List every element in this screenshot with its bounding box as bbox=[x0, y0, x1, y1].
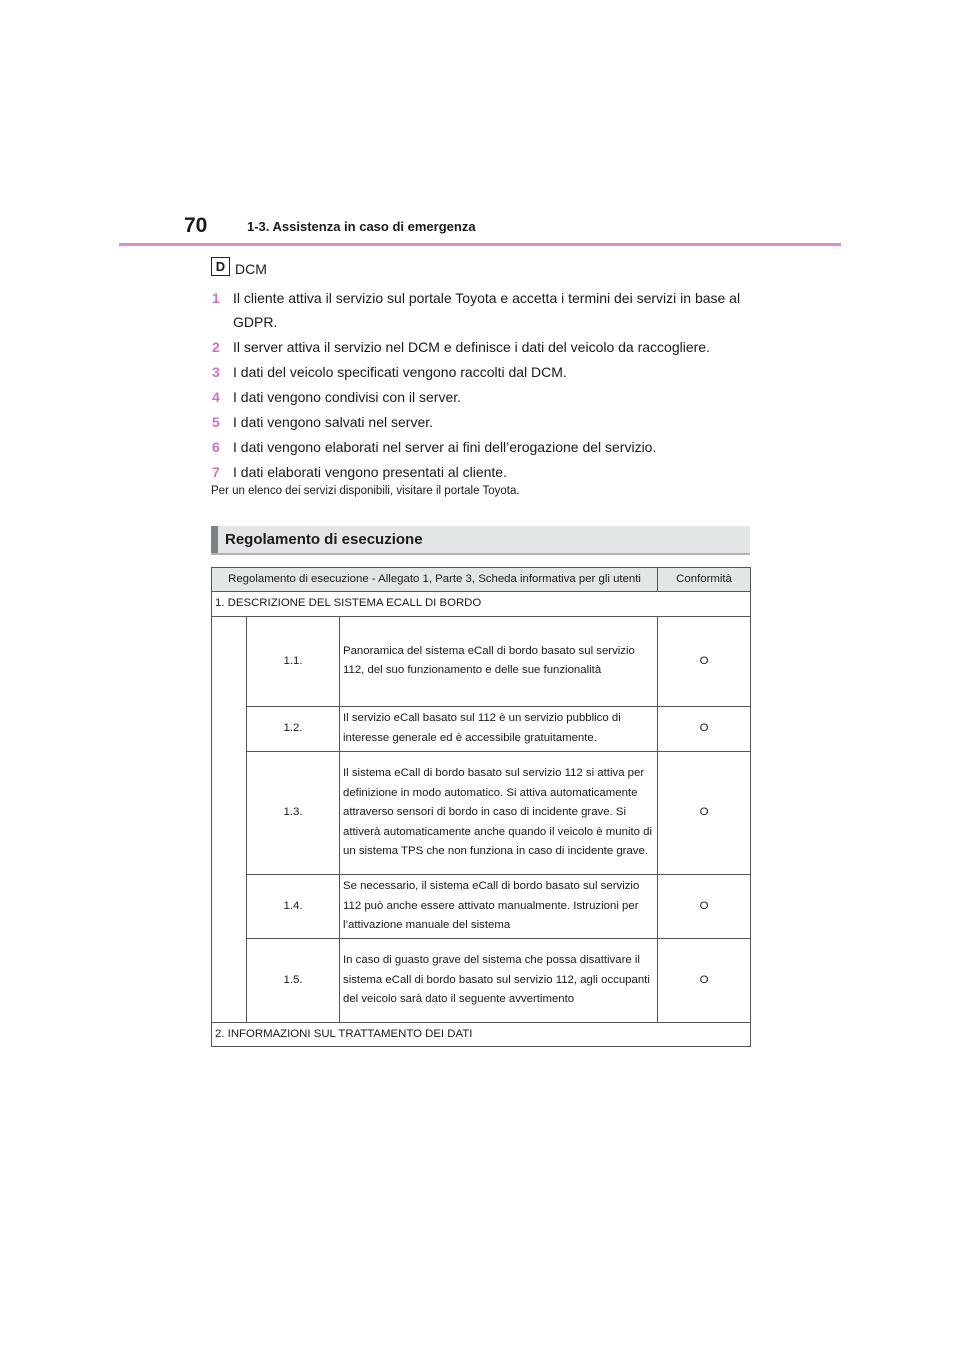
row-number: 1.1. bbox=[247, 616, 340, 706]
row-conformity: O bbox=[658, 706, 751, 751]
marker-label: DCM bbox=[235, 261, 267, 277]
step-number: 4 bbox=[212, 389, 220, 405]
section-heading bbox=[211, 526, 750, 555]
row-number: 1.2. bbox=[247, 706, 340, 751]
step-text: Il cliente attiva il servizio sul portale Toyota e accetta i termini dei servizi in base al GDPR. bbox=[233, 290, 741, 330]
row-number: 1.5. bbox=[247, 938, 340, 1022]
group-title: 2. INFORMAZIONI SUL TRATTAMENTO DEI DATI bbox=[212, 1022, 751, 1046]
section-heading-text: Regolamento di esecuzione bbox=[225, 531, 423, 548]
step-number: 6 bbox=[212, 439, 220, 455]
row-number: 1.3. bbox=[247, 751, 340, 874]
step-item bbox=[211, 335, 751, 359]
step-number: 1 bbox=[212, 290, 220, 306]
table-row bbox=[212, 751, 751, 874]
table-row bbox=[212, 874, 751, 938]
indent-cell bbox=[212, 616, 247, 1022]
row-conformity: O bbox=[658, 751, 751, 874]
step-number: 7 bbox=[212, 464, 220, 480]
table-row bbox=[212, 706, 751, 751]
step-text: Il server attiva il servizio nel DCM e definisce i dati del veicolo da raccogliere. bbox=[233, 339, 710, 355]
step-list bbox=[211, 286, 751, 485]
step-text: I dati vengono elaborati nel server ai fini dell’erogazione del servizio. bbox=[233, 439, 657, 455]
row-conformity: O bbox=[658, 616, 751, 706]
row-number: 1.4. bbox=[247, 874, 340, 938]
diagram-marker-d: D bbox=[211, 257, 230, 276]
row-description: Panoramica del sistema eCall di bordo basato sul servizio 112, del suo funzionamento e delle sue funzionalità bbox=[340, 616, 658, 706]
row-description: In caso di guasto grave del sistema che possa disattivare il sistema eCall di bordo basato sul servizio 112, agli occupanti del veicolo sarà dato il seguente avvertimento bbox=[340, 938, 658, 1022]
table-group-row bbox=[212, 592, 751, 616]
step-item bbox=[211, 385, 751, 409]
step-number: 5 bbox=[212, 414, 220, 430]
header-divider bbox=[119, 243, 841, 246]
regulation-table bbox=[211, 567, 751, 1047]
group-title: 1. DESCRIZIONE DEL SISTEMA ECALL DI BORDO bbox=[212, 592, 751, 616]
row-description: Il sistema eCall di bordo basato sul servizio 112 si attiva per definizione in modo automatico. Si attiva automaticamente attraverso sensori di bordo in caso di incidente grave. Si attiverà automaticamente anche quando il veicolo è munito di un sistema TPS che non funziona in caso di incidente grave. bbox=[340, 751, 658, 874]
footnote: Per un elenco dei servizi disponibili, visitare il portale Toyota. bbox=[211, 485, 520, 497]
step-item bbox=[211, 460, 751, 484]
step-number: 2 bbox=[212, 339, 220, 355]
row-conformity: O bbox=[658, 874, 751, 938]
table-row bbox=[212, 938, 751, 1022]
row-description: Se necessario, il sistema eCall di bordo basato sul servizio 112 può anche essere attivato manualmente. Istruzioni per l’attivazione manuale del sistema bbox=[340, 874, 658, 938]
step-number: 3 bbox=[212, 364, 220, 380]
step-item bbox=[211, 286, 751, 334]
step-text: I dati vengono condivisi con il server. bbox=[233, 389, 462, 405]
row-conformity: O bbox=[658, 938, 751, 1022]
page-number: 70 bbox=[184, 214, 208, 237]
table-header-row bbox=[212, 568, 751, 592]
table-header-main: Regolamento di esecuzione - Allegato 1, Parte 3, Scheda informativa per gli utenti bbox=[212, 568, 658, 592]
step-text: I dati vengono salvati nel server. bbox=[233, 414, 434, 430]
table-group-row bbox=[212, 1022, 751, 1046]
step-item bbox=[211, 435, 751, 459]
step-text: I dati elaborati vengono presentati al cliente. bbox=[233, 464, 507, 480]
step-item bbox=[211, 360, 751, 384]
row-description: Il servizio eCall basato sul 112 è un servizio pubblico di interesse generale ed è accessibile gratuitamente. bbox=[340, 706, 658, 751]
chapter-title: 1-3. Assistenza in caso di emergenza bbox=[247, 219, 476, 234]
table-row bbox=[212, 616, 751, 706]
step-text: I dati del veicolo specificati vengono raccolti dal DCM. bbox=[233, 364, 567, 380]
heading-bar bbox=[211, 526, 218, 553]
step-item bbox=[211, 410, 751, 434]
table-header-conformity: Conformità bbox=[658, 568, 751, 592]
